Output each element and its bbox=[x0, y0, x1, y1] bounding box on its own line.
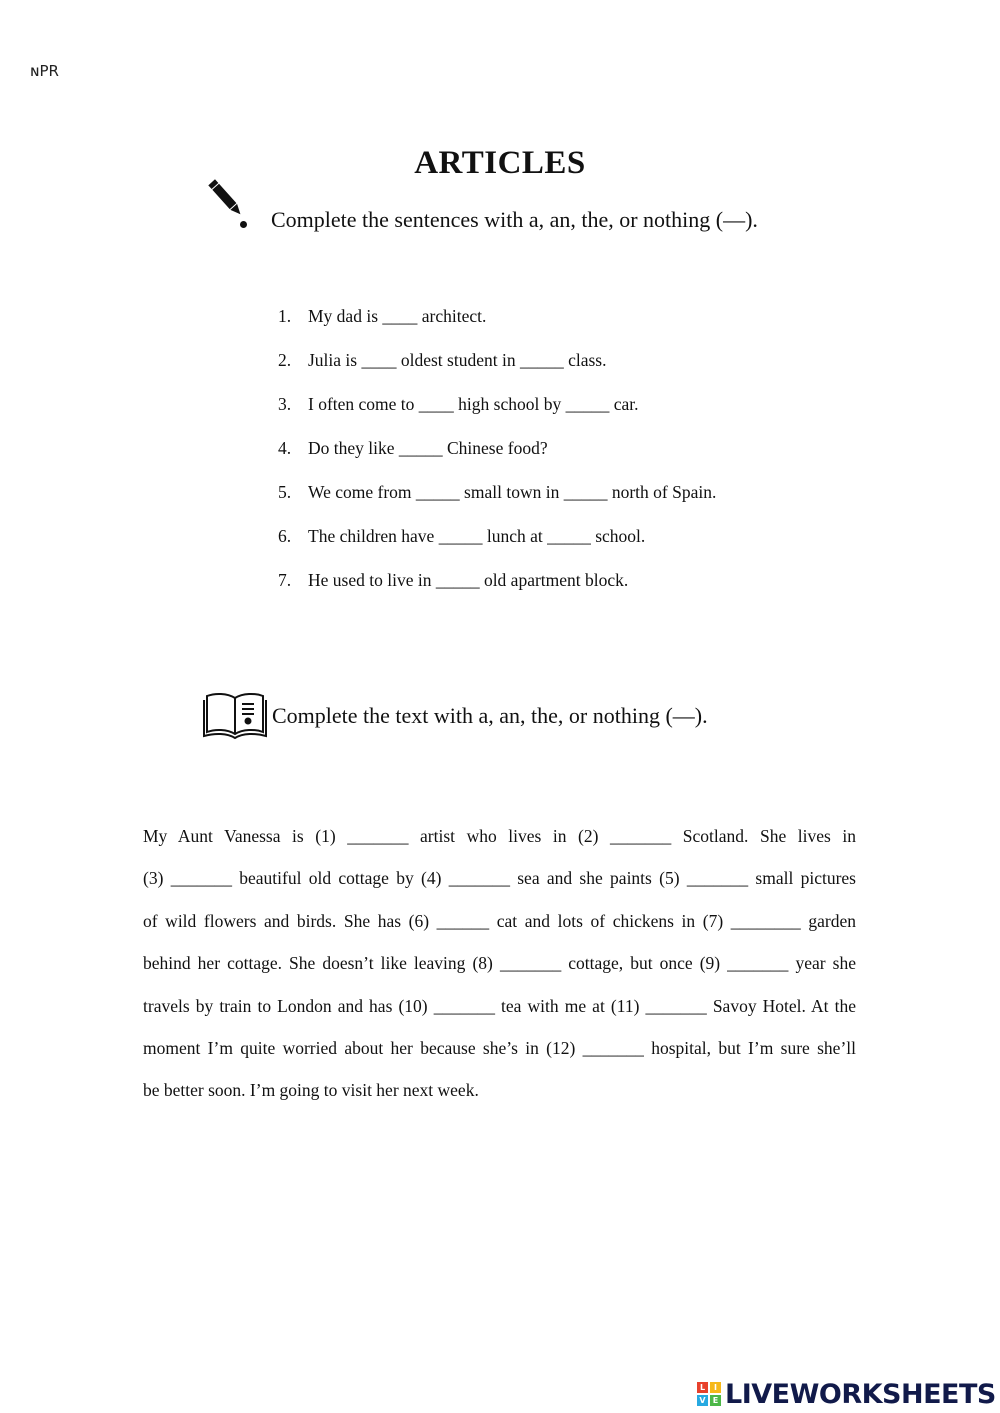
paragraph-line: travels by train to London and has (10) _______ tea with me at (11) _______ Savoy Hotel. At the bbox=[143, 995, 856, 1016]
question-text: My dad is ____ architect. bbox=[308, 306, 487, 326]
paragraph-line: My Aunt Vanessa is (1) _______ artist who lives in (2) _______ Scotland. She lives in bbox=[143, 826, 856, 846]
pencil-icon bbox=[205, 177, 247, 221]
question-text: The children have _____ lunch at _____ school. bbox=[308, 526, 646, 546]
question-number: 3. bbox=[278, 394, 292, 414]
question-number: 5. bbox=[278, 482, 292, 502]
cloze-paragraph bbox=[143, 823, 856, 1120]
question-number: 7. bbox=[278, 570, 292, 590]
paragraph-line: moment I’m quite worried about her because she’s in (12) _______ hospital, but I’m sure she’ll bbox=[143, 1037, 856, 1058]
question-text: We come from _____ small town in _____ north of Spain. bbox=[308, 482, 717, 502]
logo-letter: I bbox=[710, 1382, 721, 1393]
list-item bbox=[278, 347, 716, 391]
logo-mark bbox=[697, 1382, 721, 1406]
paragraph-line: of wild flowers and birds. She has (6) ______ cat and lots of chickens in (7) ________ garden bbox=[143, 910, 856, 931]
logo-letter: V bbox=[697, 1395, 708, 1406]
question-number: 1. bbox=[278, 306, 292, 326]
paragraph-line: (3) _______ beautiful old cottage by (4) _______ sea and she paints (5) _______ small pictures bbox=[143, 868, 856, 889]
list-item bbox=[278, 479, 716, 523]
list-item bbox=[278, 435, 716, 479]
liveworksheets-logo bbox=[697, 1379, 996, 1409]
list-item bbox=[278, 523, 716, 567]
book-icon bbox=[203, 690, 267, 740]
list-item bbox=[278, 391, 716, 435]
logo-letter: E bbox=[710, 1395, 721, 1406]
logo-text: LIVEWORKSHEETS bbox=[725, 1378, 996, 1410]
list-item bbox=[278, 567, 716, 611]
question-number: 6. bbox=[278, 526, 292, 546]
question-text: Do they like _____ Chinese food? bbox=[308, 438, 548, 458]
page-title: ARTICLES bbox=[414, 145, 586, 181]
header-code: ɴPR bbox=[30, 62, 59, 80]
sentence-list bbox=[278, 303, 716, 611]
paragraph-line: be better soon. I’m going to visit her next week. bbox=[143, 1080, 479, 1101]
paragraph-line: behind her cottage. She doesn’t like leaving (8) _______ cottage, but once (9) _______ year she bbox=[143, 953, 856, 974]
question-number: 4. bbox=[278, 438, 292, 458]
section2-instruction: Complete the text with a, an, the, or nothing (—). bbox=[272, 703, 708, 728]
section1-instruction: Complete the sentences with a, an, the, or nothing (—). bbox=[271, 207, 758, 232]
question-text: Julia is ____ oldest student in _____ class. bbox=[308, 350, 607, 370]
question-text: I often come to ____ high school by _____ car. bbox=[308, 394, 639, 414]
list-item bbox=[278, 303, 716, 347]
question-text: He used to live in _____ old apartment block. bbox=[308, 570, 629, 590]
question-number: 2. bbox=[278, 350, 292, 370]
bullet-dot bbox=[240, 221, 247, 228]
logo-letter: L bbox=[697, 1382, 708, 1393]
